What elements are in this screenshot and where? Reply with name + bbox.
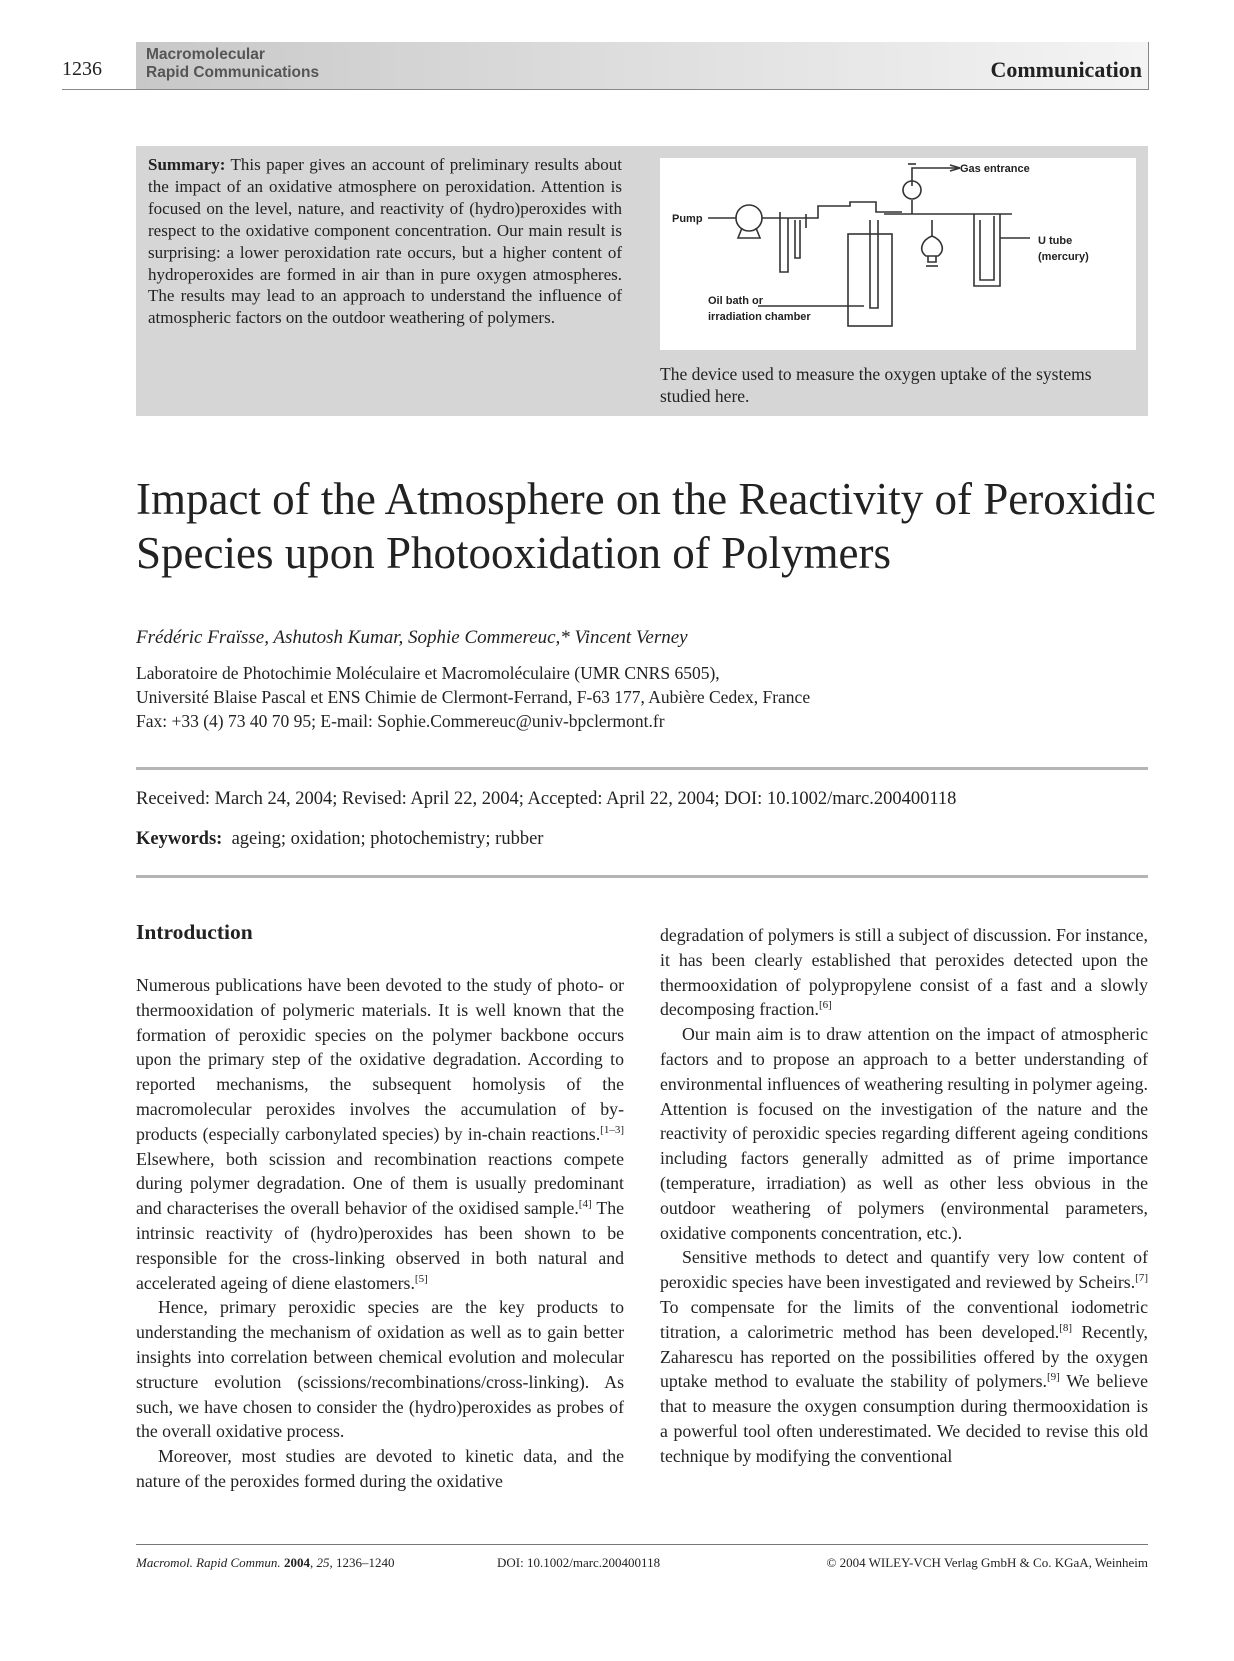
summary-text (148, 154, 622, 329)
figure-caption: The device used to measure the oxygen uptake of the systems studied here. (660, 364, 1092, 406)
paragraph-text: degradation of polymers is still a subject of discussion. For instance, it has been clearly established that peroxides detected upon the thermooxidation of polypropylene consist of a fast and a slowly decomposing fraction. (660, 925, 1148, 1020)
publication-dates: Received: March 24, 2004; Revised: April 22, 2004; Accepted: April 22, 2004; DOI: 10.1002/marc.200400118 (136, 789, 957, 809)
divider-rule (136, 767, 1148, 770)
paragraph: Our main aim is to draw attention on the impact of atmospheric factors and to propose an approach to a better understanding of environmental influences of weathering resulting in polymer ageing. Attention is focused on the investigation of the nature and the reactivity of peroxidic species regarding different ageing conditions including factors generally admitted as of prime importance (temperature, irradiation) as well as other less obvious in the outdoor weathering of polymers (environmental parameters, oxidative components concentration, etc.). (660, 1024, 1148, 1243)
summary-body: This paper gives an account of preliminary results about the impact of an oxidative atmosphere on peroxidation. Attention is focused on the level, nature, and reactivity of (hydro)peroxides with respect to the oxidative component concentration. Our main result is surprising: a lower peroxidation rate occurs, but a higher content of hydroperoxides are formed in air than in pure oxygen atmospheres. The results may lead to an approach to understand the influence of atmospheric factors on the outdoor weathering of polymers. (148, 155, 622, 328)
pump-icon (736, 205, 762, 231)
body-column-left (136, 973, 624, 1494)
reaction-tube (870, 220, 878, 308)
page-number: 1236 (62, 58, 102, 80)
label-gas-entrance: Gas entrance (960, 163, 1030, 175)
apparatus-diagram (660, 158, 1136, 350)
journal-name-line1: Macromolecular (146, 46, 265, 63)
section-label: Communication (990, 57, 1142, 82)
paragraph-text: Numerous publications have been devoted to the study of photo- or thermooxidation of polymeric materials. It is well known that the formation of peroxidic species on the polymer backbone occurs upon the primary step of the oxidative degradation. According to reported mechanisms, the subsequent homolysis of the macromolecular peroxides involves the accumulation of by-products (especially carbonylated species) by in-chain reactions. (136, 975, 624, 1144)
footer-citation: Macromol. Rapid Commun. 2004, 25, 1236–1240 (136, 1555, 395, 1570)
citation-ref: [6] (819, 999, 832, 1012)
keywords-label: Keywords: (136, 829, 223, 849)
footer-rule (136, 1544, 1148, 1545)
article-title: Impact of the Atmosphere on the Reactivity of Peroxidic Species upon Photooxidation of Polymers (136, 474, 1156, 578)
paragraph-text: We believe that to measure the oxygen consumption during thermooxidation is a powerful tool often underestimated. We decided to revise this old technique by modifying the conventional (660, 1371, 1148, 1466)
paragraph (660, 923, 1148, 1022)
keywords-list: ageing; oxidation; photochemistry; rubber (231, 829, 544, 849)
paragraph-text: The intrinsic reactivity of (hydro)peroxides has been shown to be responsible for the cross-linking observed in both natural and accelerated ageing of diene elastomers. (136, 1198, 624, 1293)
contact-line: Fax: +33 (4) 73 40 70 95; E-mail: Sophie.Commereuc@univ-bpclermont.fr (136, 711, 665, 731)
paragraph-text: To compensate for the limits of the conventional iodometric titration, a calorimetric method has been developed. (660, 1296, 1148, 1342)
label-pump: Pump (672, 213, 703, 225)
citation-ref: [5] (414, 1272, 428, 1285)
citation-ref: [1–3] (600, 1123, 624, 1136)
citation-ref: [9] (1046, 1371, 1060, 1384)
footer-pages: , 1236–1240 (329, 1555, 395, 1570)
citation-ref: [8] (1059, 1321, 1073, 1334)
body-column-right (660, 923, 1148, 1469)
paragraph (136, 973, 624, 1295)
paragraph-text: Recently, Zaharescu has reported on the possibilities offered by the oxygen uptake method to evaluate the stability of polymers. (660, 1321, 1148, 1392)
paragraph (660, 1245, 1148, 1468)
paragraph: Moreover, most studies are devoted to kinetic data, and the nature of the peroxides formed during the oxidative (136, 1446, 624, 1491)
header-rule (62, 89, 1149, 90)
paragraph: Hence, primary peroxidic species are the key products to understanding the mechanism of oxidation as well as to gain better insights into correlation between chemical evolution and molecular structure evolution (scissions/recombinations/cross-linking). As such, we have chosen to consider the (hydro)peroxides as probes of the overall oxidative process. (136, 1297, 624, 1442)
section-heading-introduction: Introduction (136, 920, 253, 944)
paragraph-text: Sensitive methods to detect and quantify very low content of peroxidic species have been investigated and reviewed by Scheirs. (660, 1247, 1148, 1293)
apparatus-figure (660, 158, 1136, 350)
citation-ref: [4] (578, 1198, 592, 1211)
u-tube (974, 214, 1000, 286)
affiliation-line-2: Université Blaise Pascal et ENS Chimie de Clermont-Ferrand, F-63 177, Aubière Cedex, France (136, 687, 811, 707)
footer-year: 2004 (283, 1555, 310, 1570)
journal-name-line2: Rapid Communications (146, 64, 320, 81)
bulb-icon (922, 220, 943, 256)
label-oil-bath: Oil bath or (708, 295, 763, 307)
label-u-tube: U tube (1038, 235, 1073, 247)
affiliation-line-1: Laboratoire de Photochimie Moléculaire et Macromoléculaire (UMR CNRS 6505), (136, 663, 720, 683)
footer-volume: 25 (316, 1555, 330, 1570)
paragraph-text: Elsewhere, both scission and recombination reactions compete during polymer degradation. One of them is usually predominant and characterises the overall behavior of the oxidised sample. (136, 1148, 624, 1219)
footer-doi: DOI: 10.1002/marc.200400118 (497, 1555, 661, 1570)
citation-ref: [7] (1135, 1272, 1148, 1285)
header-vertical-rule (1148, 42, 1149, 90)
footer-journal: Macromol. Rapid Commun. (136, 1555, 281, 1570)
glass-tube-1 (780, 212, 788, 272)
label-irradiation-chamber: irradiation chamber (708, 311, 811, 323)
author-list: Frédéric Fraïsse, Ashutosh Kumar, Sophie Commereuc,* Vincent Verney (136, 627, 688, 648)
summary-label: Summary: (148, 155, 226, 174)
footer-copyright: © 2004 WILEY-VCH Verlag GmbH & Co. KGaA, Weinheim (826, 1555, 1148, 1570)
divider-rule (136, 875, 1148, 878)
keywords (136, 829, 543, 850)
journal-name (146, 46, 319, 82)
label-u-tube-mercury: (mercury) (1038, 251, 1089, 263)
